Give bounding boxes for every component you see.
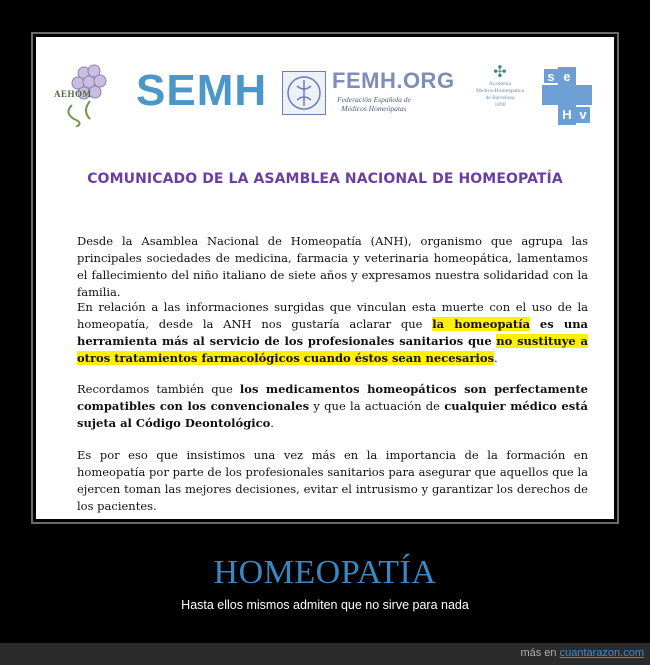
paragraph-3: [77, 381, 588, 432]
aehom-text: AEHOM: [54, 89, 92, 99]
femh-subtitle-line1: Federación Española de: [337, 95, 411, 104]
p2-highlight-b: no sustituye a otros tratamientos farmacológicos cuando éstos sean necesarios: [77, 334, 589, 365]
p3-bold-b: cualquier médico está sujeta al Código Deontológico: [77, 399, 588, 430]
image-frame: [31, 32, 619, 524]
site-link[interactable]: cuantarazon.com: [559, 647, 644, 659]
semh-logo: SEMH: [136, 66, 268, 115]
post-subtitle: Hasta ellos mismos admiten que no sirve para nada: [181, 598, 469, 612]
p2-bold-a: es una herramienta más al servicio de los profesionales sanitarios que: [77, 317, 589, 348]
sehv-s: s: [547, 69, 555, 84]
p3-end: .: [270, 416, 274, 430]
academia-line2: Medico-Homeopatica: [476, 88, 524, 94]
femh-subtitle-line2: Médicos Homeópatas: [341, 104, 407, 113]
femh-emblem-icon: [282, 71, 326, 115]
p3-text-b: y que la actuación de: [309, 399, 445, 413]
p2-space-a: [530, 317, 540, 331]
footer-prefix: más en: [520, 647, 557, 659]
p3-bold-a: los medicamentos homeopáticos son perfectamente compatibles con los convencionales: [77, 382, 588, 413]
sehv-e: e: [563, 69, 571, 84]
sehv-cross-icon: [542, 67, 592, 125]
paragraph-2: [77, 299, 588, 367]
academia-logo: [460, 63, 540, 123]
femh-logo: [282, 68, 455, 119]
academia-line3: de Barcelona: [485, 95, 515, 101]
p2-end: .: [494, 351, 498, 365]
footer-text: [520, 647, 644, 659]
p3-text-a: Recordamos también que: [77, 382, 240, 396]
p2-highlight-a: la homeopatía: [432, 317, 531, 331]
document-image[interactable]: [36, 37, 614, 519]
paragraph-1: Desde la Asamblea Nacional de Homeopatía (ANH), organismo que agrupa las principales sociedades de medicina, farmacia y veterinaria homeopática, lamentamos el fallecimiento del niño italiano de siete años y expresamos nuestra solidaridad con la familia.: [77, 234, 588, 299]
sehv-v: v: [579, 107, 587, 122]
p2-text-a: En relación a las informaciones surgidas que vinculan esta muerte con el uso de la homeopatía, desde la ANH nos gustaría aclarar que: [77, 300, 588, 331]
femh-subtitle: [334, 95, 414, 113]
academia-line4: 1890: [494, 102, 506, 108]
academia-emblem-icon: ✣: [493, 62, 507, 81]
footer-bar: [0, 643, 650, 665]
academia-line1: Academia: [488, 81, 512, 87]
sehv-h: H: [562, 107, 572, 122]
document-heading: COMUNICADO DE LA ASAMBLEA NACIONAL DE HOMEOPATÍA: [87, 171, 563, 187]
sehv-logo: [542, 67, 592, 125]
femh-title: FEMH.ORG: [332, 68, 455, 93]
paragraph-4: Es por eso que insistimos una vez más en la importancia de la formación en homeopatía por parte de los profesionales sanitarios para asegurar que aquellos que la ejercen toman las mejores decisiones, evitar el intrusismo y garantizar los derechos de los pacientes.: [77, 448, 588, 513]
aehom-logo: [54, 61, 132, 127]
logo-bar: [50, 61, 600, 131]
post-title[interactable]: HOMEOPATÍA: [213, 554, 437, 591]
